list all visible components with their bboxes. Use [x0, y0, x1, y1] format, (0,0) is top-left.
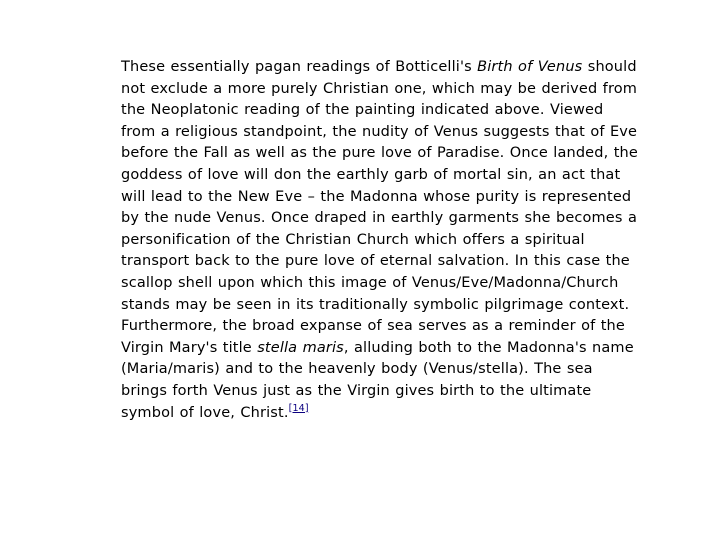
text-line: will lead to the New Eve – the Madonna whose purity is represented [121, 188, 632, 205]
text-line: symbol of love, Christ.[14] [121, 402, 309, 421]
text-line: scallop shell upon which this image of Venus/Eve/Madonna/Church [121, 274, 619, 291]
body-paragraph [121, 57, 638, 424]
text-line: not exclude a more purely Christian one, which may be derived from [121, 80, 638, 97]
text-line: from a religious standpoint, the nudity of Venus suggests that of Eve [121, 123, 638, 140]
citation-link[interactable]: [14] [288, 402, 309, 414]
text-line: Furthermore, the broad expanse of sea serves as a reminder of the [121, 318, 625, 335]
text-line: (Maria/maris) and to the heavenly body (Venus/stella). The sea [121, 361, 593, 378]
text-line: stands may be seen in its traditionally symbolic pilgrimage context. [121, 296, 630, 313]
text-line: before the Fall as well as the pure love of Paradise. Once landed, the [121, 145, 638, 162]
painting-title: Birth of Venus [477, 59, 583, 75]
text-block [121, 57, 638, 424]
text-line: goddess of love will don the earthly garb of mortal sin, an act that [121, 166, 621, 183]
text-line: brings forth Venus just as the Virgin gives birth to the ultimate [121, 382, 592, 399]
text-line: These essentially pagan readings of Botticelli's Birth of Venus should [121, 59, 637, 75]
text-line: by the nude Venus. Once draped in earthly garments she becomes a [121, 210, 637, 227]
text-line: transport back to the pure love of eternal salvation. In this case the [121, 253, 630, 270]
latin-title: stella maris [257, 339, 344, 356]
text-line: Virgin Mary's title stella maris, alluding both to the Madonna's name [121, 339, 634, 356]
text-line: the Neoplatonic reading of the painting indicated above. Viewed [121, 102, 604, 119]
text-line: personification of the Christian Church which offers a spiritual [121, 231, 585, 248]
